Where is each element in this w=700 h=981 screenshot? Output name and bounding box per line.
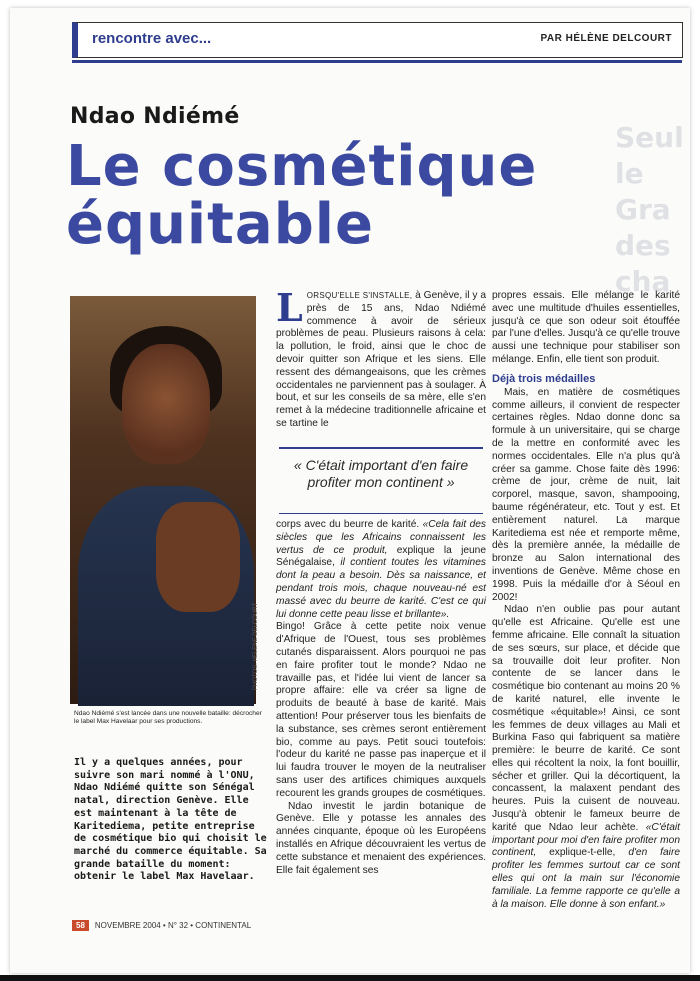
paragraph-3: Bingo! Grâce à cette petite noix venue d'Afrique de l'Ouest, tous ses problèmes cutanés disparaissent. Alors pourquoi ne pas en faire profiter tout le monde? Ndao ne travaille pas, et l'idée lui vient de lancer sa propre affaire: elle va créer sa ligne de produits de beauté à base de karité. Mais attention! Pour préserver tous les bienfaits de la substance, ses crèmes seront entièrement bio, comme au pays. Petit souci toutefois: l'odeur du karité ne passe pas inaperçue et il lui faudra trouver le moyen de la neutraliser sans user des artifices chimiques auxquels recourent les grands groupes de cosmétiques.: [276, 621, 486, 799]
paragraph-7-mid: explique-t-elle,: [536, 847, 629, 859]
paragraph-7-text: Ndao n'en oublie pas pour autant qu'elle est Africaine. Qu'elle est une femme africaine. Elle connaît la situation de ses sœurs, sur place, et décide que sa trouvaille doit leur profiter. Non contente de se lancer dans le cosmétique bio contenant au moins 20 % de karité naturel, elle invente le cosmétique «équitable»! Ainsi, ce sont les femmes de deux villages au Mali et Burkina Faso qui fabriquent sa matière première: le beurre de karité. Ce sont elles qui récoltent la noix, la font bouillir, sécher et griller. Qui la décortiquent, la concassent, la malaxent pendant des heures. Puis la cuisent de nouveau. Jusqu'à obtenir le fameux beurre de karité que Ndao leur achète.: [492, 604, 680, 833]
scan-edge: [0, 975, 700, 981]
pull-quote: « C'était important d'en faire profiter mon continent »: [279, 447, 483, 517]
paragraph-7: [492, 604, 680, 911]
page-footer: [72, 920, 251, 931]
header-rule: [72, 60, 682, 63]
paragraph-7-quote-2: d'en faire profiter les femmes surtout car ce sont elles qui ont la main sur l'économie familiale. La femme rapporte ce qu'elle a à la maison. Elle donne à son enfant.»: [492, 847, 681, 910]
paragraph-2-mid: explique la jeune Sénégalaise,: [276, 544, 486, 569]
article-column-1-bottom: [276, 519, 486, 877]
section-subhead: Déjà trois médailles: [492, 372, 596, 385]
article-title: Le cosmétique équitable: [66, 134, 538, 257]
author-byline: PAR HÉLÈNE DELCOURT: [540, 33, 672, 44]
intro-paragraph: Il y a quelques années, pour suivre son mari nommé à l'ONU, Ndao Ndiémé quitte son Sénégal natal, direction Genève. Elle est maintenant à la tête de Karitediema, petite entreprise de cosmétique bio qui choisit le marché du commerce équitable. Sa grande bataille du moment: obtenir le label Max Havelaar.: [74, 757, 267, 883]
paragraph-2-start: corps avec du beurre de karité.: [276, 519, 423, 530]
paragraph-5: propres essais. Elle mélange le karité avec une multitude d'huiles essentielles, jusqu'à ce que son odeur soit étouffée par l'une d'elles. Jusqu'à ce qu'elle trouve aussi une technique pour stabiliser son mélange. Enfin, elle tient son produit.: [492, 290, 680, 365]
drop-cap: L: [276, 285, 303, 330]
paragraph-1: à Genève, il y a près de 15 ans, Ndao Ndiémé commence à avoir de sérieux problèmes de peau. Plusieurs raisons à cela: la pollution, le froid, ainsi que le choc de devoir quitter son Afrique et les siens. Elle ressent des démangeaisons, que les crèmes occidentales ne parviennent pas à soulager. À bout, et sur les conseils de sa mère, elle s'en remet à la médecine traditionnelle africaine et se tartine le: [276, 290, 486, 429]
photo-caption: Ndao Ndiémé s'est lancée dans une nouvelle bataille: décrocher le label Max Havelaar pour ses productions.: [74, 710, 262, 725]
article-column-1-top: [276, 285, 486, 431]
photo-credit: PHOTOS: HÉLÈNE DELCOURT: [253, 602, 259, 690]
bleed-through-headline: Seul le Gra des cha: [615, 121, 684, 298]
paragraph-2-quote-2: il contient toutes les vitamines dont la peau a besoin. Dès sa naissance, et pendant trois mois, chaque nouveau-né est massé avec du beurre de karité. C'est ce qui lui donne cette peau lisse et brillante».: [276, 557, 486, 620]
lead-smallcaps: ORSQU'ELLE S'INSTALLE,: [306, 291, 413, 300]
page-number: 58: [72, 920, 89, 931]
subject-name: Ndao Ndiémé: [70, 104, 240, 129]
section-header: [72, 22, 683, 58]
paragraph-6: Mais, en matière de cosmétiques comme ailleurs, il convient de respecter certaines règles. Ndao donne donc sa formule à un universitaire, qui se charge de la mettre en conformité avec les normes occidentales. Elle n'a plus qu'à créer sa gamme. Chose faite dès 1996: crème de jour, crème de nuit, lait corporel, masque, savon, shampooing, baume régénérateur, etc. Tout y est. Et entièrement naturel. La marque Karitediema est née et remporte même, dès la première année, la médaille de bronze au Salon international des inventions de Genève. Même chose en 1998. Puis la médaille d'or à Séoul en 2002!: [492, 386, 680, 603]
paragraph-7-quote: «C'était important pour moi d'en faire profiter mon continent,: [492, 821, 680, 859]
paragraph-4: Ndao investit le jardin botanique de Genève. Elle y potasse les annales des années cinquante, époque où les Européens installés en Afrique découvraient les vertus de cette substance et menaient des expériences. Elle fait également ses: [276, 800, 486, 876]
section-kicker: rencontre avec...: [92, 30, 212, 47]
paragraph-2-quote: «Cela fait des siècles que les Africains connaissent les vertus de ce produit,: [276, 519, 486, 556]
article-column-2: [492, 290, 680, 911]
portrait-photo: [70, 296, 256, 704]
issue-info: NOVEMBRE 2004 • N° 32 • CONTINENTAL: [94, 921, 252, 930]
pull-quote-rule: [279, 513, 483, 514]
